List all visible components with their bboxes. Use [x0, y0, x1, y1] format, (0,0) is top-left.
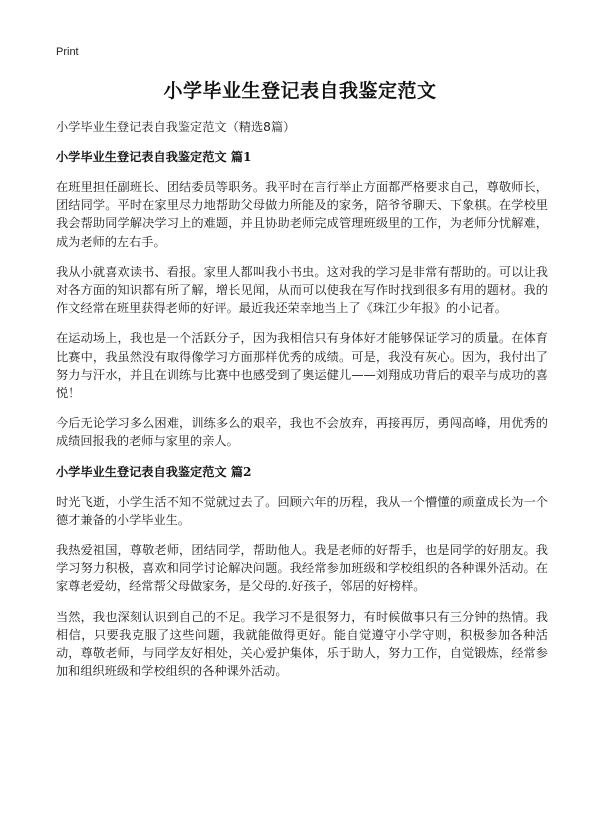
print-label: Print: [56, 46, 79, 58]
section-2-paragraph-3: 当然，我也深刻认识到自己的不足。我学习不是很努力，有时候做事只有三分钟的热情。我相信，只要我克服了这些问题，我就能做得更好。能自觉遵守小学守则，积极参加各种活动，尊敬老师，与同学友好相处，关心爱护集体，乐于助人，努力工作，自觉锻炼，经常参加和组织班级和学校组织的各种课外活动。: [56, 609, 548, 679]
section-1-paragraph-2: 我从小就喜欢读书、看报。家里人都叫我小书虫。这对我的学习是非常有帮助的。可以让我对各方面的知识都有所了解，增长见闻，从而可以使我在写作时找到很多有用的题材。我的作文经常在班里获得老师的好评。最近我还荣幸地当上了《珠江少年报》的小记者。: [56, 264, 548, 316]
section-2-paragraph-1: 时光飞逝，小学生活不知不觉就过去了。回顾六年的历程，我从一个懵懂的顽童成长为一个德才兼备的小学毕业生。: [56, 494, 548, 527]
section-1-paragraph-1: 在班里担任副班长、团结委员等职务。我平时在言行举止方面都严格要求自己，尊敬师长，团结同学。平时在家里尽力地帮助父母做力所能及的家务，陪爷爷聊天、下象棋。在学校里我会帮助同学解决学习上的难题，并且协助老师完成管理班级里的工作，为老师分忧解难，成为老师的左右手。: [56, 180, 548, 249]
page-title: 小学毕业生登记表自我鉴定范文: [163, 80, 437, 102]
document-subtitle: 小学毕业生登记表自我鉴定范文（精选8篇）: [56, 120, 296, 134]
section-heading-1: 小学毕业生登记表自我鉴定范文 篇1: [56, 150, 252, 164]
section-1-paragraph-3: 在运动场上，我也是一个活跃分子，因为我相信只有身体好才能够保证学习的质量。在体育比赛中，我虽然没有取得像学习方面那样优秀的成绩。可是，我没有灰心。因为，我付出了努力与汗水，并且在训练与比赛中也感受到了奥运健儿——刘翔成功背后的艰辛与成功的喜悦！: [56, 331, 548, 401]
section-2-paragraph-2: 我热爱祖国，尊敬老师，团结同学，帮助他人。我是老师的好帮手，也是同学的好朋友。我学习努力积极，喜欢和同学讨论解决问题。我经常参加班级和学校组织的各种课外活动。在家尊老爱幼，经常帮父母做家务，是父母的.好孩子，邻居的好榜样。: [56, 543, 548, 594]
document-body: [56, 118, 548, 692]
section-1-paragraph-4: 今后无论学习多么困难，训练多么的艰辛，我也不会放弃，再接再厉，勇闯高峰，用优秀的成绩回报我的老师与家里的亲人。: [56, 416, 548, 449]
section-heading-2: 小学毕业生登记表自我鉴定范文 篇2: [56, 464, 252, 479]
